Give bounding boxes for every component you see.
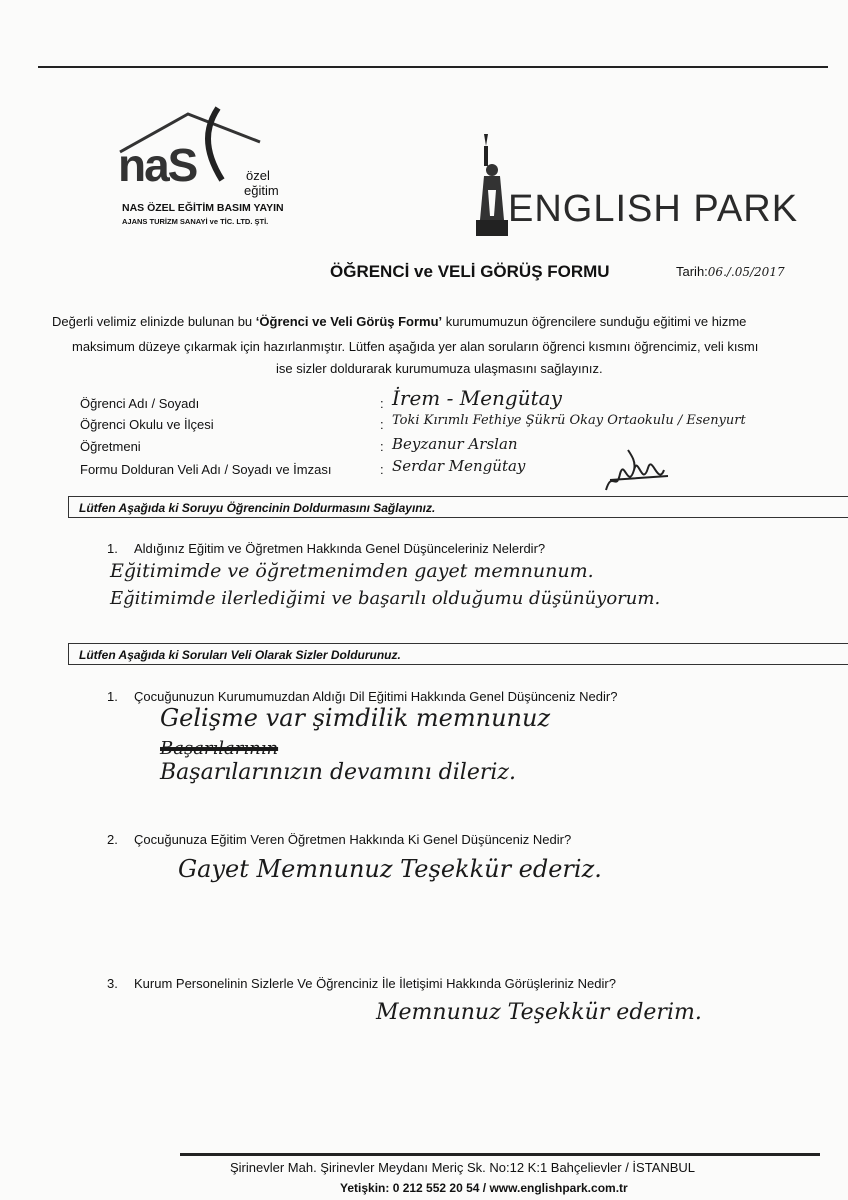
nas-logo-wordmark: naS [118,139,197,191]
parent-section-heading: Lütfen Aşağıda ki Soruları Veli Olarak Sizler Doldurunuz. [68,643,848,665]
teacher-label: Öğretmeni [80,439,141,454]
parent-a3[interactable]: Memnunuz Teşekkür ederim. [376,1000,702,1025]
parent-q1-text: Çocuğunuzun Kurumumuzdan Aldığı Dil Eğitimi Hakkında Genel Düşünceniz Nedir? [134,689,618,704]
parent-name-value[interactable]: Serdar Mengütay [392,457,526,475]
nas-logo [110,100,300,235]
nas-logo-ozel: özel [246,168,270,183]
footer-contact: Yetişkin: 0 212 552 20 54 / www.englishpark.com.tr [340,1181,628,1195]
nas-logo-egitim: eğitim [244,183,279,198]
nas-company-line1: NAS ÖZEL EĞİTİM BASIM YAYIN [122,202,284,214]
student-a1-line1[interactable]: Eğitimimde ve öğretmenimden gayet memnunum. [110,560,594,582]
footer-rule [180,1153,820,1156]
teacher-value[interactable]: Beyzanur Arslan [392,435,518,453]
student-q1-text: Aldığınız Eğitim ve Öğretmen Hakkında Genel Düşünceleriniz Nelerdir? [134,541,546,556]
top-rule [38,66,828,68]
date-field [676,264,785,279]
parent-name-label: Formu Dolduran Veli Adı / Soyadı ve İmzası [80,462,332,477]
student-name-label: Öğrenci Adı / Soyadı [80,396,200,411]
parent-q3-text: Kurum Personelinin Sizlerle Ve Öğrenciniz İle İletişimi Hakkında Görüşleriniz Nedir? [134,976,616,991]
brand-name: ENGLISH PARK [508,188,799,230]
intro-line1-bold: ‘Öğrenci ve Veli Görüş Formu’ [255,314,443,329]
date-label: Tarih: [676,264,708,279]
form-title: ÖĞRENCİ ve VELİ GÖRÜŞ FORMU [330,262,610,281]
school-label: Öğrenci Okulu ve İlçesi [80,417,214,432]
date-value: 06./.05/2017 [707,265,785,279]
school-value[interactable]: Toki Kırımlı Fethiye Şükrü Okay Ortaokulu / Esenyurt [392,413,746,428]
parent-a1-struck[interactable]: Başarılarının [160,738,279,759]
student-name-colon: : [380,396,384,411]
parent-q2-text: Çocuğunuza Eğitim Veren Öğretmen Hakkında Ki Genel Düşünceniz Nedir? [134,832,572,847]
parent-a1-line3[interactable]: Başarılarınızın devamını dileriz. [160,760,516,785]
intro-line2: maksimum düzeye çıkarmak için hazırlanmıştır. Lütfen aşağıda yer alan soruların öğrenci kısmını öğrencimiz, veli kısmı [72,339,759,354]
parent-signature[interactable] [598,440,678,500]
parent-name-colon: : [380,462,384,477]
student-name-value[interactable]: İrem - Mengütay [392,386,562,410]
intro-line1-pre: Değerli velimiz elinizde bulunan bu [52,314,256,329]
nas-company-line2: AJANS TURİZM SANAYİ ve TİC. LTD. ŞTİ. [122,217,269,226]
intro-line1-post: kurumumuzun öğrencilere sunduğu eğitimi ve hizme [442,314,747,329]
english-park-brand [470,130,820,240]
student-q1-number: 1. [107,541,118,556]
parent-a2[interactable]: Gayet Memnunuz Teşekkür ederiz. [178,855,602,883]
parent-q2-number: 2. [107,832,118,847]
intro-line1 [52,314,848,329]
statue-of-liberty-icon [470,130,510,240]
student-section-heading: Lütfen Aşağıda ki Soruyu Öğrencinin Doldurmasını Sağlayınız. [68,496,848,518]
parent-q1-number: 1. [107,689,118,704]
parent-a1-line1[interactable]: Gelişme var şimdilik memnunuz [160,704,551,732]
parent-q3-number: 3. [107,976,118,991]
school-colon: : [380,417,384,432]
footer-address: Şirinevler Mah. Şirinevler Meydanı Meriç Sk. No:12 K:1 Bahçelievler / İSTANBUL [230,1160,696,1175]
student-a1-line2[interactable]: Eğitimimde ilerlediğimi ve başarılı olduğumu düşünüyorum. [110,588,661,609]
intro-line3: ise sizler doldurarak kurumumuza ulaşmasını sağlayınız. [276,361,603,376]
teacher-colon: : [380,439,384,454]
